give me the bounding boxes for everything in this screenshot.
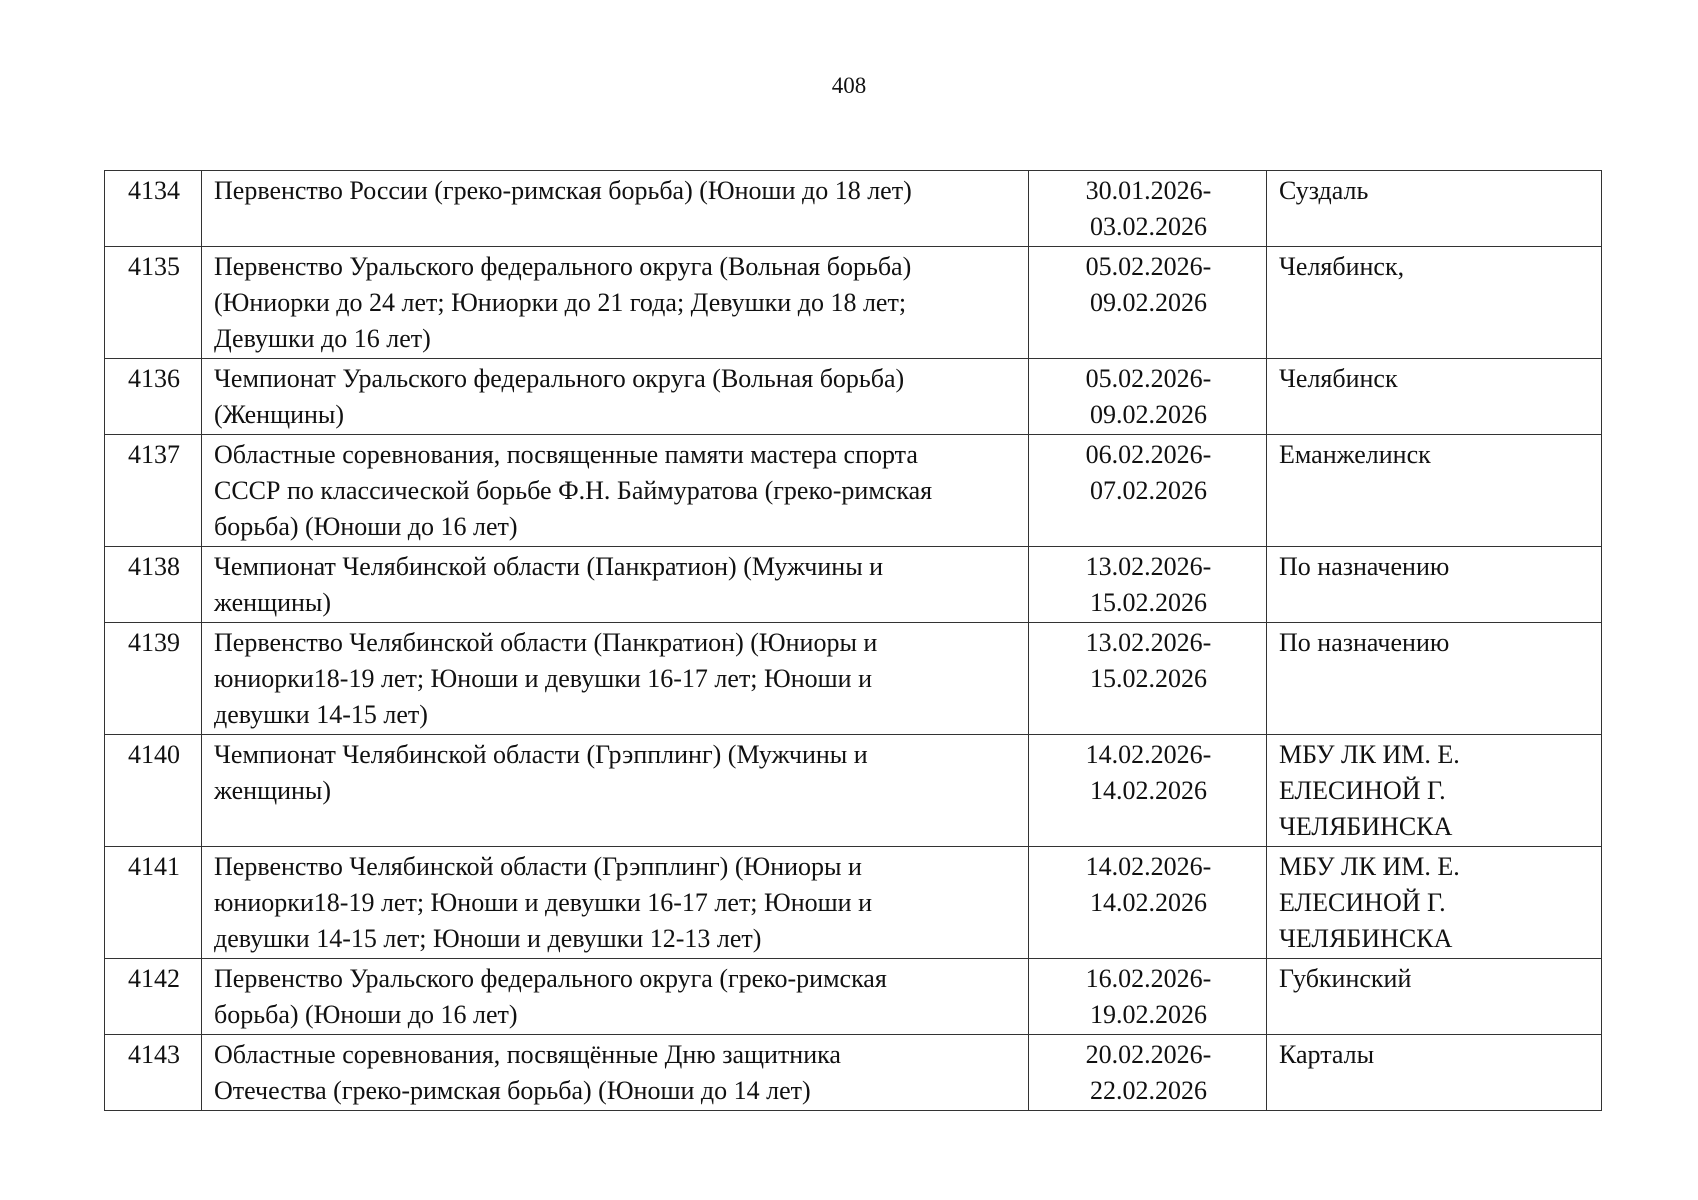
table-row [105,435,1602,547]
event-number: 4142 [105,959,202,1035]
event-place: МБУ ЛК ИМ. Е. ЕЛЕСИНОЙ Г. ЧЕЛЯБИНСКА [1267,847,1602,959]
table-row [105,1035,1602,1111]
table-row [105,547,1602,623]
event-dates: 06.02.2026- 07.02.2026 [1029,435,1267,547]
table-row [105,247,1602,359]
page-number: 408 [831,73,867,98]
event-dates: 05.02.2026- 09.02.2026 [1029,359,1267,435]
event-place: По назначению [1267,547,1602,623]
event-place: Челябинск [1267,359,1602,435]
event-place: МБУ ЛК ИМ. Е. ЕЛЕСИНОЙ Г. ЧЕЛЯБИНСКА [1267,735,1602,847]
table-row [105,359,1602,435]
table-row [105,623,1602,735]
event-number: 4138 [105,547,202,623]
event-place: Губкинский [1267,959,1602,1035]
event-place: Карталы [1267,1035,1602,1111]
table-row [105,735,1602,847]
event-dates: 05.02.2026- 09.02.2026 [1029,247,1267,359]
event-number: 4135 [105,247,202,359]
event-name: Первенство Уральского федерального округа (Вольная борьба) (Юниорки до 24 лет; Юниорки до 21 года; Девушки до 18 лет; Девушки до 16 лет) [202,247,1029,359]
event-name: Областные соревнования, посвященные памяти мастера спорта СССР по классической борьбе Ф.Н. Баймуратова (греко-римская борьба) (Юноши до 16 лет) [202,435,1029,547]
event-place: Челябинск, [1267,247,1602,359]
event-number: 4143 [105,1035,202,1111]
event-number: 4139 [105,623,202,735]
event-name: Чемпионат Челябинской области (Панкратион) (Мужчины и женщины) [202,547,1029,623]
event-name: Первенство России (греко-римская борьба) (Юноши до 18 лет) [202,171,1029,247]
event-number: 4136 [105,359,202,435]
event-number: 4141 [105,847,202,959]
table-row [105,959,1602,1035]
event-name: Первенство Уральского федерального округа (греко-римская борьба) (Юноши до 16 лет) [202,959,1029,1035]
event-name: Первенство Челябинской области (Панкратион) (Юниоры и юниорки18-19 лет; Юноши и девушки 16-17 лет; Юноши и девушки 14-15 лет) [202,623,1029,735]
table-row [105,171,1602,247]
event-dates: 20.02.2026- 22.02.2026 [1029,1035,1267,1111]
event-dates: 13.02.2026- 15.02.2026 [1029,623,1267,735]
event-place: Еманжелинск [1267,435,1602,547]
event-dates: 14.02.2026- 14.02.2026 [1029,847,1267,959]
event-number: 4137 [105,435,202,547]
event-dates: 14.02.2026- 14.02.2026 [1029,735,1267,847]
events-table [104,170,1602,1111]
event-number: 4134 [105,171,202,247]
event-name: Чемпионат Челябинской области (Грэпплинг) (Мужчины и женщины) [202,735,1029,847]
event-name: Чемпионат Уральского федерального округа (Вольная борьба) (Женщины) [202,359,1029,435]
event-dates: 30.01.2026- 03.02.2026 [1029,171,1267,247]
event-name: Первенство Челябинской области (Грэпплинг) (Юниоры и юниорки18-19 лет; Юноши и девушки 16-17 лет; Юноши и девушки 14-15 лет; Юноши и девушки 12-13 лет) [202,847,1029,959]
event-dates: 13.02.2026- 15.02.2026 [1029,547,1267,623]
event-name: Областные соревнования, посвящённые Дню защитника Отечества (греко-римская борьба) (Юноши до 14 лет) [202,1035,1029,1111]
event-place: По назначению [1267,623,1602,735]
event-number: 4140 [105,735,202,847]
event-place: Суздаль [1267,171,1602,247]
table-row [105,847,1602,959]
event-dates: 16.02.2026- 19.02.2026 [1029,959,1267,1035]
